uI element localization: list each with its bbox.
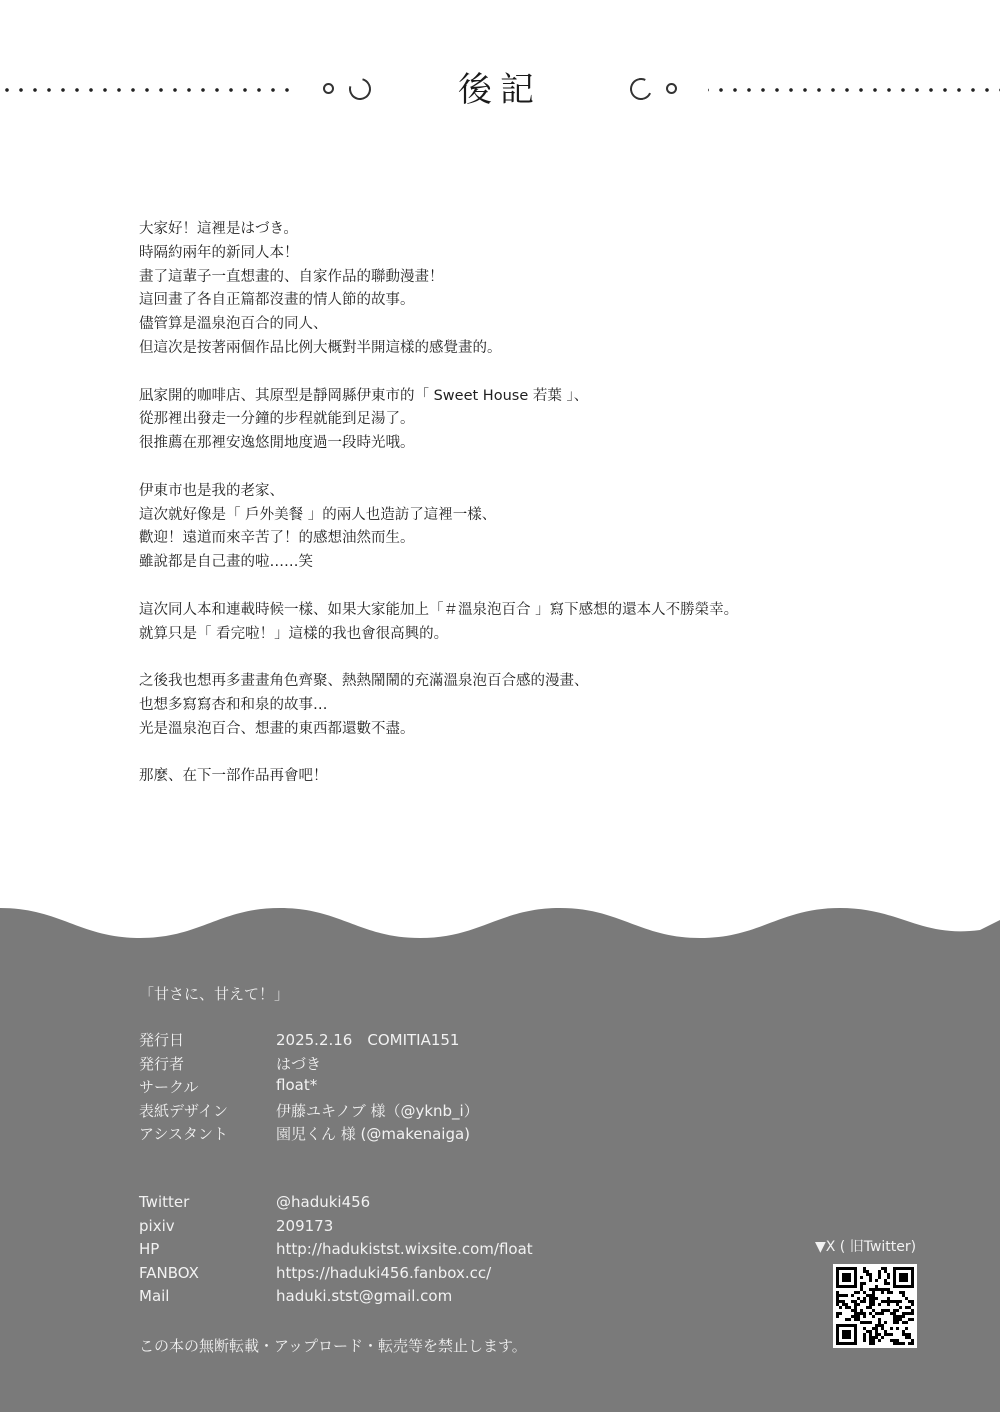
link-row — [139, 1240, 639, 1264]
info-row — [139, 1076, 639, 1100]
info-row-label: 発行者 — [139, 1054, 185, 1073]
afterword-line: 這次同人本和連載時候一樣、如果大家能加上「＃溫泉泡百合 」寫下感想的還本人不勝榮幸。 — [139, 601, 739, 618]
info-row-value: float* — [276, 1076, 318, 1094]
afterword-paragraph — [139, 480, 869, 575]
afterword-paragraph — [139, 670, 869, 741]
afterword-paragraph — [139, 385, 869, 456]
afterword-line: 凪家開的咖啡店、其原型是靜岡縣伊東市的「 Sweet House 若葉 」、 — [139, 387, 589, 404]
link-row-label: pixiv — [139, 1216, 175, 1235]
afterword-paragraph — [139, 599, 869, 647]
info-row — [139, 1053, 639, 1077]
info-row-value: はづき — [276, 1054, 322, 1073]
colophon — [0, 890, 1000, 1412]
dotted-rule-left — [0, 88, 292, 92]
afterword-line: 這次就好像是「 戶外美餐 」的兩人也造訪了這裡一樣、 — [139, 506, 497, 523]
afterword-paragraph — [139, 765, 869, 789]
small-circle-icon — [666, 83, 677, 94]
page-title: 後記 — [458, 70, 542, 110]
info-row-value: 園児くん 様 (@makenaiga) — [276, 1125, 471, 1143]
link-row-value[interactable]: https://haduki456.fanbox.cc/ — [276, 1263, 492, 1282]
link-row — [139, 1287, 639, 1311]
afterword-text — [139, 218, 869, 813]
afterword-line: 那麼、在下一部作品再會吧！ — [139, 768, 328, 785]
small-circle-icon — [323, 83, 334, 94]
contact-links — [139, 1193, 639, 1311]
info-row-label: 発行日 — [139, 1031, 185, 1049]
qr-code-icon — [836, 1267, 914, 1345]
link-row-label: FANBOX — [139, 1263, 199, 1282]
afterword-line: 很推薦在那裡安逸悠閒地度過一段時光哦。 — [139, 435, 415, 452]
afterword-line: 從那裡出發走一分鐘的步程就能到足湯了。 — [139, 411, 415, 428]
afterword-paragraph — [139, 218, 869, 361]
link-row-value[interactable]: haduki.stst@gmail.com — [276, 1287, 453, 1305]
link-row-label: HP — [139, 1240, 160, 1258]
afterword-line: 時隔約兩年的新同人本！ — [139, 244, 299, 261]
afterword-line: 但這次是按著兩個作品比例大概對半開這樣的感覺畫的。 — [139, 339, 502, 356]
afterword-line: 伊東市也是我的老家、 — [139, 482, 284, 499]
link-row-value[interactable]: 209173 — [276, 1216, 334, 1235]
link-row-label: Mail — [139, 1287, 170, 1305]
info-row-label: アシスタント — [139, 1125, 228, 1143]
link-row — [139, 1193, 639, 1217]
info-row-value: 伊藤ユキノブ 様（@yknb_i） — [276, 1101, 479, 1120]
link-row — [139, 1264, 639, 1288]
info-row — [139, 1123, 639, 1147]
afterword-line: 這回畫了各自正篇都沒畫的情人節的故事。 — [139, 292, 415, 309]
info-row — [139, 1100, 639, 1124]
open-circle-icon — [627, 75, 655, 103]
afterword-line: 歡迎！遠道而來辛苦了！的感想油然而生。 — [139, 530, 415, 547]
afterword-line: 光是溫泉泡百合、想畫的東西都還數不盡。 — [139, 720, 415, 737]
info-row-label: 表紙デザイン — [139, 1101, 228, 1120]
qr-code[interactable] — [833, 1264, 917, 1348]
afterword-line: 就算只是「 看完啦！」這樣的我也會很高興的。 — [139, 625, 449, 642]
wave-divider — [0, 890, 1000, 950]
publication-info — [139, 1029, 639, 1147]
afterword-line: 雖說都是自己畫的啦……笑 — [139, 554, 313, 571]
open-circle-icon — [345, 74, 375, 104]
info-row-label: サークル — [139, 1078, 199, 1096]
link-row-label: Twitter — [139, 1193, 190, 1211]
copyright-notice: この本の無断転載・アップロード・転売等を禁止します。 — [139, 1337, 527, 1355]
afterword-line: 儘管算是溫泉泡百合的同人、 — [139, 316, 328, 333]
book-title: 「甘さに、甘えて！」 — [139, 985, 290, 1003]
afterword-line: 大家好！這裡是はづき。 — [139, 221, 298, 237]
info-row-value: 2025.2.16 COMITIA151 — [276, 1031, 460, 1049]
link-row-value[interactable]: @haduki456 — [276, 1193, 371, 1211]
dotted-rule-right — [708, 88, 1000, 92]
afterword-line: 也想多寫寫杏和和泉的故事… — [139, 696, 328, 713]
afterword-line: 之後我也想再多畫畫角色齊聚、熱熱鬧鬧的充滿溫泉泡百合感的漫畫、 — [139, 673, 589, 690]
info-row — [139, 1029, 639, 1053]
page-header — [0, 0, 1000, 180]
link-row — [139, 1217, 639, 1241]
afterword-line: 畫了這輩子一直想畫的、自家作品的聯動漫畫！ — [139, 268, 444, 285]
qr-label: ▼X ( 旧Twitter) — [815, 1239, 917, 1255]
link-row-value[interactable]: http://hadukistst.wixsite.com/float — [276, 1240, 533, 1258]
